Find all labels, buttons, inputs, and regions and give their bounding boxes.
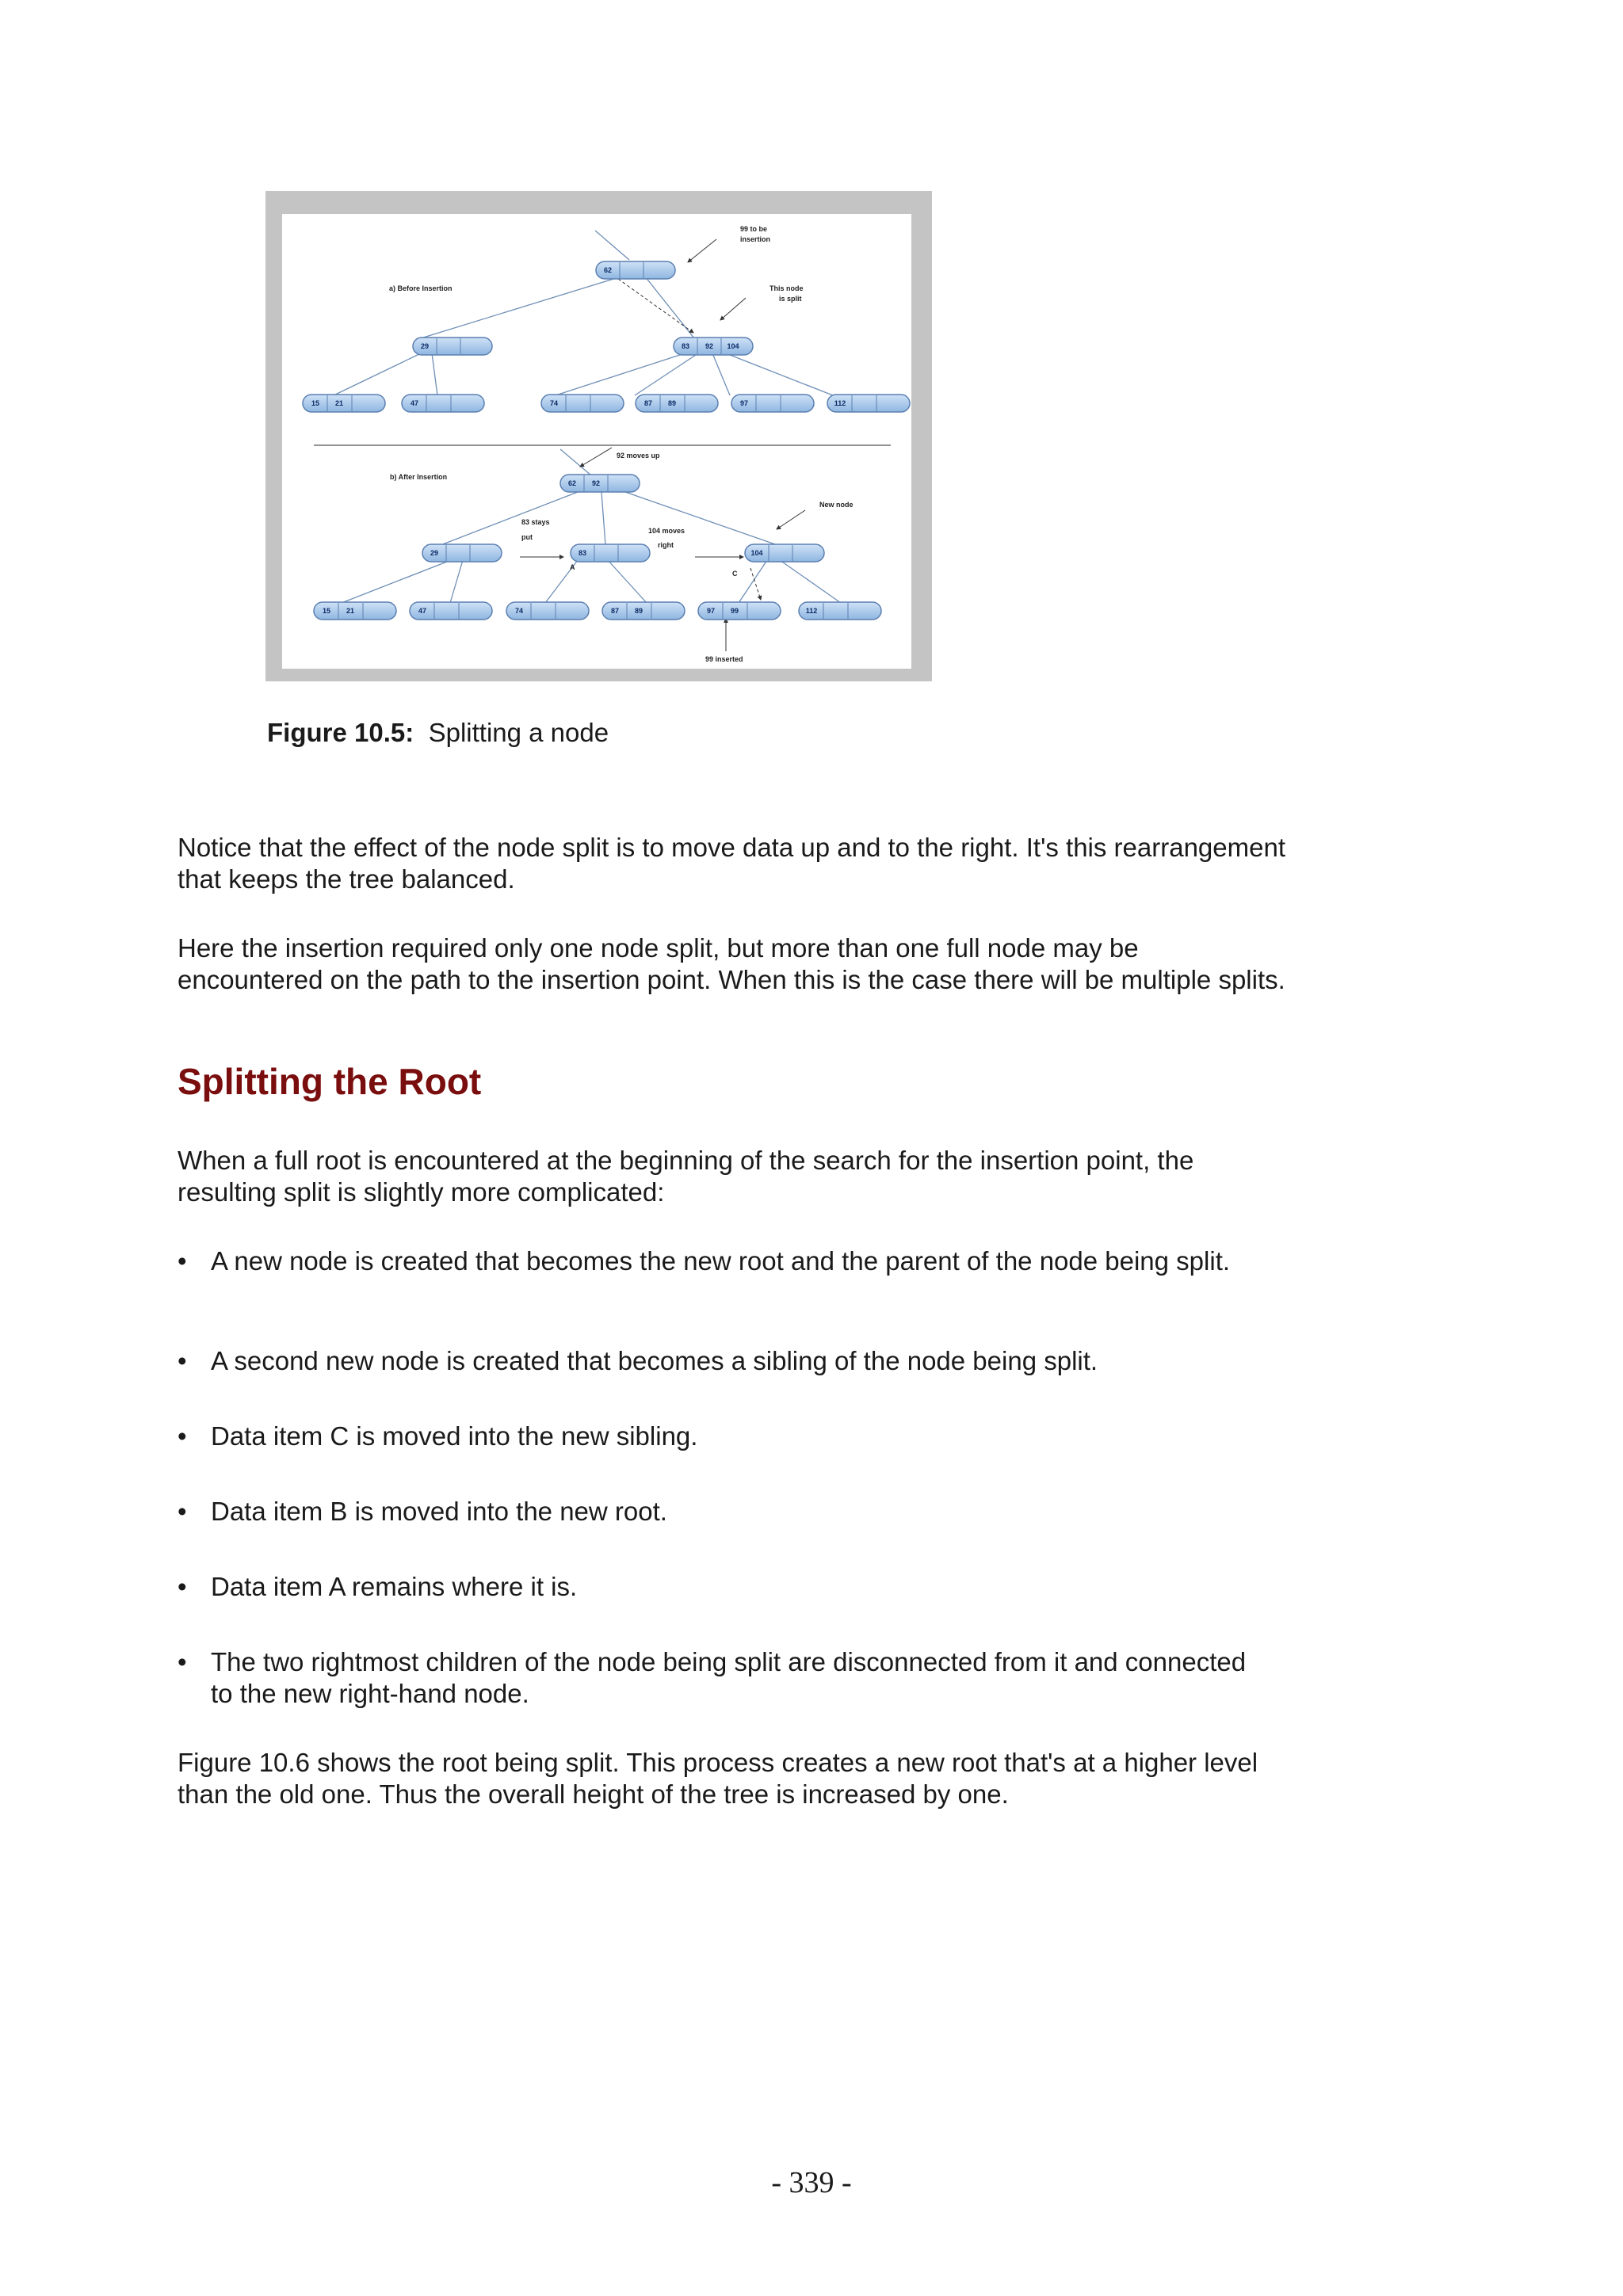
diagram-svg xyxy=(282,214,911,669)
b-root-key: 62 xyxy=(603,266,613,274)
bullet-text: A second new node is created that becomes a sibling of the node being split. xyxy=(211,1346,1098,1375)
a-leaf1-key-1: 15 xyxy=(322,607,331,615)
label-put: put xyxy=(521,533,533,541)
b-leaf-5 xyxy=(731,395,814,412)
b-leaf5-key: 97 xyxy=(739,399,749,407)
label-inserted: 99 inserted xyxy=(705,655,743,663)
b-leaf6-key: 112 xyxy=(834,399,846,407)
a-leaf-3 xyxy=(506,602,589,620)
label-before-insertion: a) Before Insertion xyxy=(389,284,453,292)
label-after-insertion: b) After Insertion xyxy=(390,473,448,481)
label-mark-c: C xyxy=(732,570,738,578)
bullet-marker: • xyxy=(178,1572,187,1601)
a-mid-node xyxy=(571,544,650,562)
b-right-node xyxy=(674,338,753,355)
b-leaf-1 xyxy=(303,395,385,412)
b-root-node xyxy=(596,261,675,279)
b-leaf2-key: 47 xyxy=(410,399,419,407)
bullet-text: Data item B is moved into the new root. xyxy=(211,1497,667,1526)
bullet-marker: • xyxy=(178,1647,187,1676)
a-new-node xyxy=(745,544,824,562)
b-right-key-2: 92 xyxy=(705,342,714,350)
b-leaf-4 xyxy=(636,395,718,412)
bullet-marker: • xyxy=(178,1497,187,1526)
bullet-text: The two rightmost children of the node being split are disconnected from it and connected to the new right-hand node. xyxy=(211,1647,1247,1708)
section-heading: Splitting the Root xyxy=(178,1061,482,1102)
a-root-key-2: 92 xyxy=(591,479,601,487)
a-leaf-2 xyxy=(410,602,492,620)
a-leaf-4 xyxy=(602,602,685,620)
a-left-key: 29 xyxy=(430,549,439,557)
figure-frame xyxy=(265,191,932,681)
a-leaf5-key-2: 99 xyxy=(730,607,739,615)
label-to-be-inserted: 99 to be xyxy=(740,225,768,233)
label-moves-right: 104 moves xyxy=(648,527,685,535)
b-leaf-6 xyxy=(827,395,910,412)
a-root-key-1: 62 xyxy=(567,479,577,487)
b-left-key: 29 xyxy=(420,342,430,350)
bullet-text: Data item C is moved into the new sibling. xyxy=(211,1421,698,1451)
bullet-text: Data item A remains where it is. xyxy=(211,1572,578,1601)
label-stays: 83 stays xyxy=(521,518,550,526)
label-new-node: New node xyxy=(819,501,854,509)
figure-caption xyxy=(267,718,609,748)
label-this-node: This node xyxy=(769,284,804,292)
paragraph-2: Here the insertion required only one node split, but more than one full node may be encountered on the path to the insertion point. When this is the case there will be multiple splits. xyxy=(178,933,1285,994)
b-right-key-3: 104 xyxy=(727,342,739,350)
figure-caption-label: Figure 10.5: xyxy=(267,718,414,747)
b-leaf4-key-2: 89 xyxy=(667,399,677,407)
b-tree-split-diagram xyxy=(282,214,911,669)
b-right-key-1: 83 xyxy=(681,342,690,350)
bullet-text: A new node is created that becomes the new root and the parent of the node being split. xyxy=(211,1246,1231,1276)
paragraph-3: When a full root is encountered at the beginning of the search for the insertion point, the resulting split is slightly more complicated: xyxy=(178,1146,1194,1207)
bullet-marker: • xyxy=(178,1346,187,1375)
a-leaf-5 xyxy=(698,602,781,620)
b-leaf-3 xyxy=(541,395,624,412)
b-left-node xyxy=(413,338,492,355)
a-leaf2-key: 47 xyxy=(418,607,427,615)
label-right: right xyxy=(658,541,674,549)
after-insertion-section xyxy=(314,448,881,663)
a-root-node xyxy=(560,475,640,492)
a-left-node xyxy=(422,544,502,562)
a-leaf4-key-2: 89 xyxy=(634,607,643,615)
a-leaf4-key-1: 87 xyxy=(610,607,620,615)
a-new-key: 104 xyxy=(750,549,763,557)
a-mid-key: 83 xyxy=(578,549,587,557)
label-mark-a: A xyxy=(570,563,575,571)
bullet-marker: • xyxy=(178,1246,187,1276)
b-leaf3-key: 74 xyxy=(549,399,559,407)
a-leaf6-key: 112 xyxy=(805,607,818,615)
page-number: - 339 - xyxy=(771,2166,852,2199)
label-insertion: insertion xyxy=(740,235,771,243)
a-leaf5-key-1: 97 xyxy=(706,607,716,615)
label-is-split: is split xyxy=(779,295,802,303)
bullet-marker: • xyxy=(178,1421,187,1451)
label-moves-up: 92 moves up xyxy=(617,452,660,460)
paragraph-1: Notice that the effect of the node split is to move data up and to the right. It's this rearrangement that keeps the tree balanced. xyxy=(178,833,1286,894)
paragraph-4: Figure 10.6 shows the root being split. This process creates a new root that's at a higher level than the old one. Thus the overall height of the tree is increased by one. xyxy=(178,1748,1258,1809)
b-leaf-2 xyxy=(402,395,484,412)
b-leaf4-key-1: 87 xyxy=(643,399,653,407)
a-leaf-6 xyxy=(799,602,881,620)
a-leaf1-key-2: 21 xyxy=(346,607,355,615)
figure-caption-text: Splitting a node xyxy=(428,718,609,747)
a-leaf-1 xyxy=(314,602,396,620)
b-leaf1-key-1: 15 xyxy=(311,399,320,407)
a-leaf3-key: 74 xyxy=(514,607,524,615)
b-leaf1-key-2: 21 xyxy=(334,399,344,407)
